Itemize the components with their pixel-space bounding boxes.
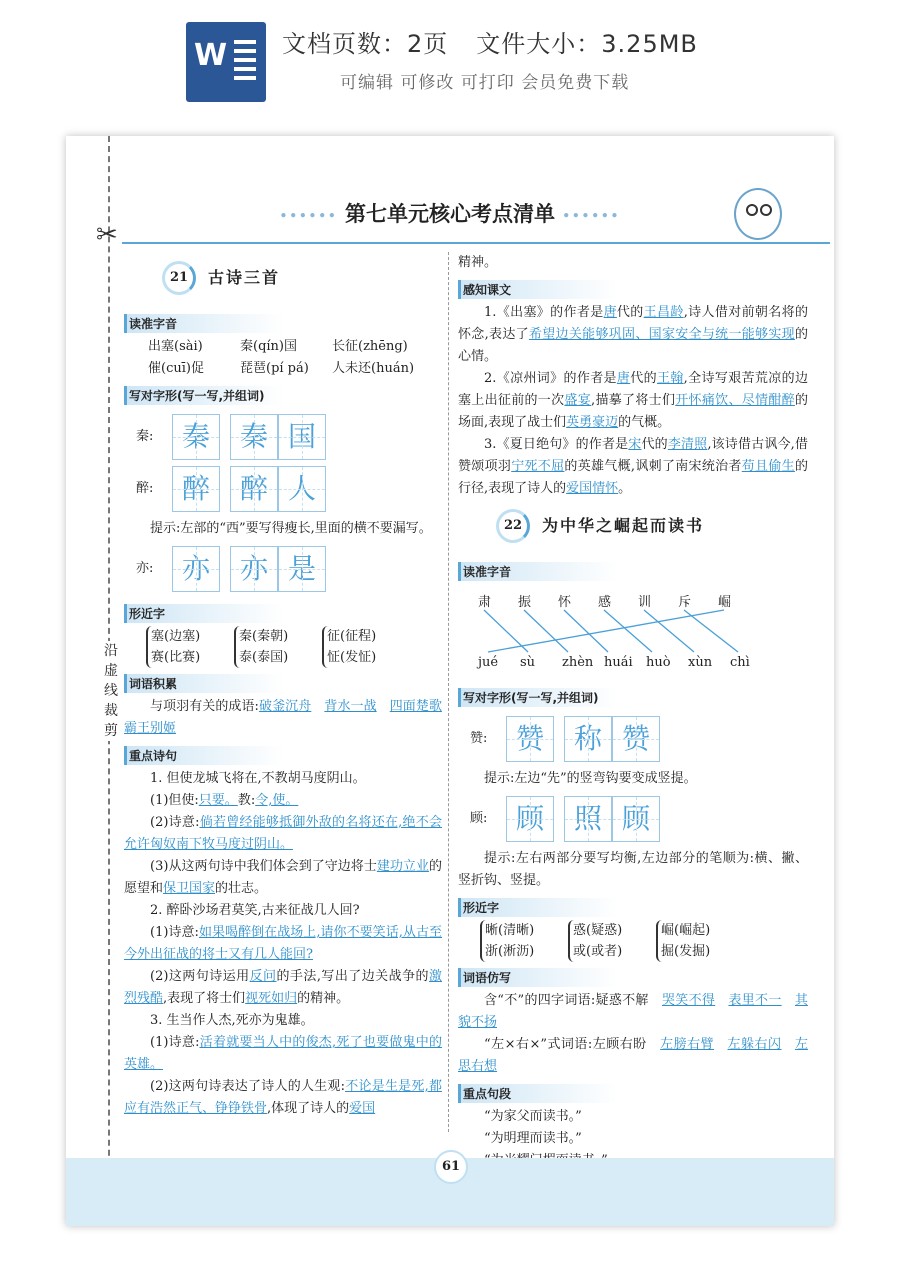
poem-line: 2. 醉卧沙场君莫笑,古来征战几人回? — [150, 903, 360, 918]
cut-instruction: 沿虚线裁剪 — [104, 643, 118, 739]
pinyin-matching — [458, 588, 808, 678]
section-read: 读准字音 — [124, 314, 284, 333]
char-grid-qin: 秦: 秦 秦 国 — [136, 414, 442, 460]
document-page — [66, 136, 834, 1226]
header-subtitle: 可编辑 可修改 可打印 会员免费下载 — [340, 73, 630, 93]
feel-paragraph: 3.《夏日绝句》的作者是宋代的李清照,该诗借古讽今,借赞颂项羽宁死不屈的英雄气概,讽刺了南宋统治者苟且偷生的行径,表现了诗人的爱国情怀。 — [458, 437, 808, 496]
lesson-21-heading — [162, 260, 442, 296]
section-read: 读准字音 — [458, 562, 618, 581]
poem-answer: (1)诗意:如果喝醉倒在战场上,请你不要笑话,从古至今外出征战的将士又有几人能回? — [124, 925, 443, 962]
mascot-icon — [734, 188, 782, 240]
char-box: 顾 — [506, 796, 554, 842]
poem-line: 1. 但使龙城飞将在,不教胡马度阴山。 — [150, 771, 366, 786]
section-feel: 感知课文 — [458, 280, 618, 299]
tip-text: 提示:左右两部分要写均衡,左边部分的笔顺为:横、撇、竖折钩、竖提。 — [458, 851, 808, 888]
char-box: 醉 — [230, 466, 278, 512]
char-box: 照 — [564, 796, 612, 842]
header-title — [282, 24, 726, 59]
mimic-line: “左×右×”式词语:左顾右盼 左膀右臂 左躲右闪 左思右想 — [458, 1037, 808, 1074]
char-grid-yi: 亦: 亦 亦 是 — [136, 546, 442, 592]
section-mimic: 词语仿写 — [458, 968, 618, 987]
char-box: 秦 — [230, 414, 278, 460]
similar-chars: 塞(边塞) 赛(比赛) 秦(秦朝) 泰(泰国) 征(征程) 怔(发怔) — [124, 626, 442, 668]
poem-line: 3. 生当作人杰,死亦为鬼雄。 — [150, 1013, 314, 1028]
mimic-line: 含“不”的四字词语:疑惑不解 哭笑不得 表里不一 其貌不扬 — [458, 993, 808, 1030]
section-similar: 形近字 — [458, 898, 618, 917]
title-rule — [122, 242, 830, 244]
char-box: 亦 — [230, 546, 278, 592]
right-column — [458, 252, 808, 1172]
poem-answer: (2)这两句诗表达了诗人的人生观:不论是生是死,都应有浩然正气、铮铮铁骨,体现了诗人的爱国 — [124, 1079, 443, 1116]
char-box: 秦 — [172, 414, 220, 460]
char-grid-zui: 醉: 醉 醉 人 — [136, 466, 442, 512]
scissors-icon: ✂ — [96, 220, 118, 250]
section-words: 词语积累 — [124, 674, 284, 693]
hanzi-row: 肃 振 怀 感 训 斥 崛 — [478, 595, 732, 610]
key-sentence: “为家父而读书。” — [484, 1109, 582, 1124]
char-box: 赞 — [506, 716, 554, 762]
word-document-icon: W — [186, 22, 266, 102]
unit-title: •••••• 第七单元核心考点清单 •••••• — [279, 201, 621, 226]
file-size: 文件大小：3.25MB — [476, 30, 698, 58]
poem-answer: (1)诗意:活着就要当人中的俊杰,死了也要做鬼中的英雄。 — [124, 1035, 443, 1072]
lesson-title: 为中华之崛起而读书 — [542, 516, 705, 535]
char-box: 醉 — [172, 466, 220, 512]
section-write: 写对字形(写一写,并组词) — [124, 386, 284, 405]
tip-text: 提示:左边“先”的竖弯钩要变成竖提。 — [484, 771, 697, 786]
char-box: 国 — [278, 414, 326, 460]
left-column — [124, 252, 442, 1120]
section-similar: 形近字 — [124, 604, 284, 623]
pronunciation-row: 出塞(sài) 秦(qín)国 长征(zhēng) — [148, 339, 408, 354]
lesson-number: 22 — [496, 509, 530, 543]
words-paragraph: 与项羽有关的成语:破釜沉舟 背水一战 四面楚歌 霸王别姬 — [124, 699, 442, 736]
section-key-sentences: 重点句段 — [458, 1084, 618, 1103]
poem-answer: (1)但使:只要。教:令,使。 — [150, 793, 299, 808]
poem-answer: (2)诗意:倘若曾经能够抵御外敌的名将还在,绝不会允许匈奴南下牧马度过阴山。 — [124, 815, 443, 852]
char-box: 顾 — [612, 796, 660, 842]
lesson-title: 古诗三首 — [208, 268, 281, 287]
page-number: 61 — [434, 1150, 468, 1184]
feel-paragraph: 1.《出塞》的作者是唐代的王昌龄,诗人借对前朝名将的怀念,表达了希望边关能够巩固、国家安全与统一能够实现的心情。 — [458, 305, 808, 364]
continued-text: 精神。 — [458, 255, 498, 270]
pinyin-row: jué sù zhèn huái huò xùn chì — [478, 655, 750, 670]
document-header — [0, 0, 900, 120]
lesson-number: 21 — [162, 261, 196, 295]
char-grid-gu: 顾: 顾 照 顾 — [470, 796, 808, 842]
tip-text: 提示:左部的“西”要写得瘦长,里面的横不要漏写。 — [150, 521, 432, 536]
char-box: 亦 — [172, 546, 220, 592]
char-box: 是 — [278, 546, 326, 592]
section-write: 写对字形(写一写,并组词) — [458, 688, 618, 707]
section-key-poems: 重点诗句 — [124, 746, 284, 765]
char-box: 赞 — [612, 716, 660, 762]
lesson-22-heading — [496, 508, 808, 544]
char-box: 称 — [564, 716, 612, 762]
poem-answer: (2)这两句诗运用反问的手法,写出了边关战争的激烈残酷,表现了将士们视死如归的精神。 — [124, 969, 442, 1006]
key-sentence: “为明理而读书。” — [484, 1131, 582, 1146]
page-count: 文档页数：2页 — [282, 30, 449, 58]
char-grid-zan: 赞: 赞 称 赞 — [470, 716, 808, 762]
column-divider — [448, 252, 449, 1132]
pronunciation-row: 催(cuī)促 琵琶(pí pá) 人未还(huán) — [148, 361, 415, 376]
similar-chars: 晰(清晰) 浙(淅沥) 惑(疑惑) 或(或者) 崛(崛起) 掘(发掘) — [458, 920, 808, 962]
poem-answer: (3)从这两句诗中我们体会到了守边将士建功立业的愿望和保卫国家的壮志。 — [124, 859, 442, 896]
feel-paragraph: 2.《凉州词》的作者是唐代的王翰,全诗写艰苦荒凉的边塞上出征前的一次盛宴,描摹了将士们开怀痛饮、尽情酣醉的场面,表现了战士们英勇豪迈的气概。 — [458, 371, 808, 430]
char-box: 人 — [278, 466, 326, 512]
